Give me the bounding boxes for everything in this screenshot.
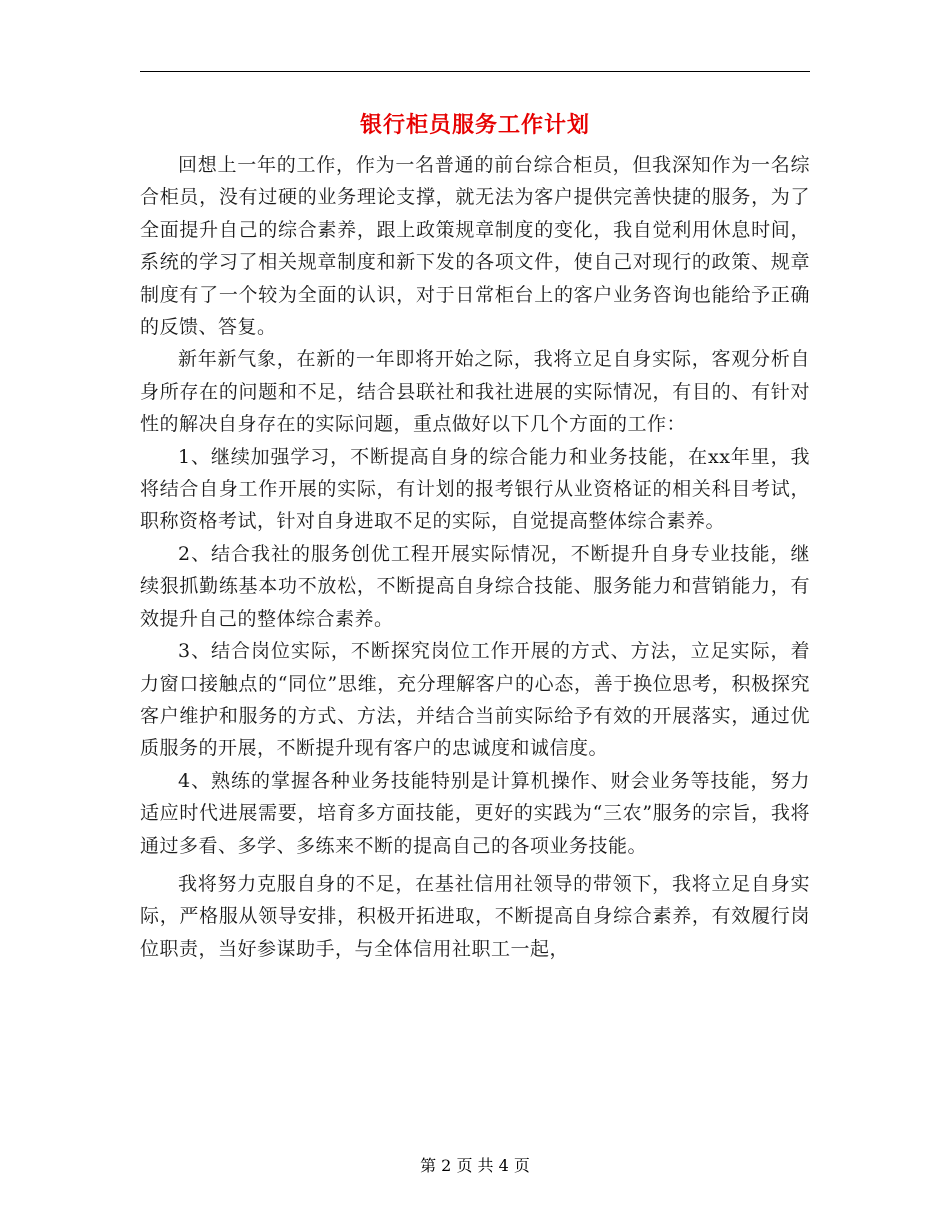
paragraph-item-4: 4、熟练的掌握各种业务技能特别是计算机操作、财会业务等技能，努力适应时代进展需要，培育多方面技能，更好的实践为“三农”服务的宗旨，我将通过多看、多学、多练来不断的提高自己的各项业务技能。 xyxy=(140,769,810,857)
paragraph-item-3: 3、结合岗位实际，不断探究岗位工作开展的方式、方法，立足实际，着力窗口接触点的“同位”思维，充分理解客户的心态，善于换位思考，积极探究客户维护和服务的方式、方法，并结合当前实际给予有效的开展落实，通过优质服务的开展，不断提升现有客户的忠诚度和诚信度。 xyxy=(140,640,810,760)
document-title: 银行柜员服务工作计划 xyxy=(359,112,590,138)
paragraph-new-year: 新年新气象，在新的一年即将开始之际，我将立足自身实际，客观分析自身所存在的问题和不足，结合县联社和我社进展的实际情况，有目的、有针对性的解决自身存在的实际问题，重点做好以下几个方面的工作： xyxy=(140,348,810,436)
paragraph-closing: 我将努力克服自身的不足，在基社信用社领导的带领下，我将立足自身实际，严格服从领导安排，积极开拓进取，不断提高自身综合素养，有效履行岗位职责，当好参谋助手，与全体信用社职工一起， xyxy=(140,872,810,960)
paragraph-review: 回想上一年的工作，作为一名普通的前台综合柜员，但我深知作为一名综合柜员，没有过硬的业务理论支撑，就无法为客户提供完善快捷的服务，为了全面提升自己的综合素养，跟上政策规章制度的变化，我自觉利用休息时间，系统的学习了相关规章制度和新下发的各项文件，使自己对现行的政策、规章制度有了一个较为全面的认识，对于日常柜台上的客户业务咨询也能给予正确的反馈、答复。 xyxy=(140,154,810,339)
document-body xyxy=(140,149,810,965)
header-rule xyxy=(140,71,810,72)
paragraph-item-1: 1、继续加强学习，不断提高自身的综合能力和业务技能，在xx年里，我将结合自身工作开展的实际，有计划的报考银行从业资格证的相关科目考试，职称资格考试，针对自身进取不足的实际，自觉提高整体综合素养。 xyxy=(140,445,810,533)
paragraph-item-2: 2、结合我社的服务创优工程开展实际情况，不断提升自身专业技能，继续狠抓勤练基本功不放松，不断提高自身综合技能、服务能力和营销能力，有效提升自己的整体综合素养。 xyxy=(140,542,810,630)
page-number: 第 2 页 共 4 页 xyxy=(420,1156,530,1175)
